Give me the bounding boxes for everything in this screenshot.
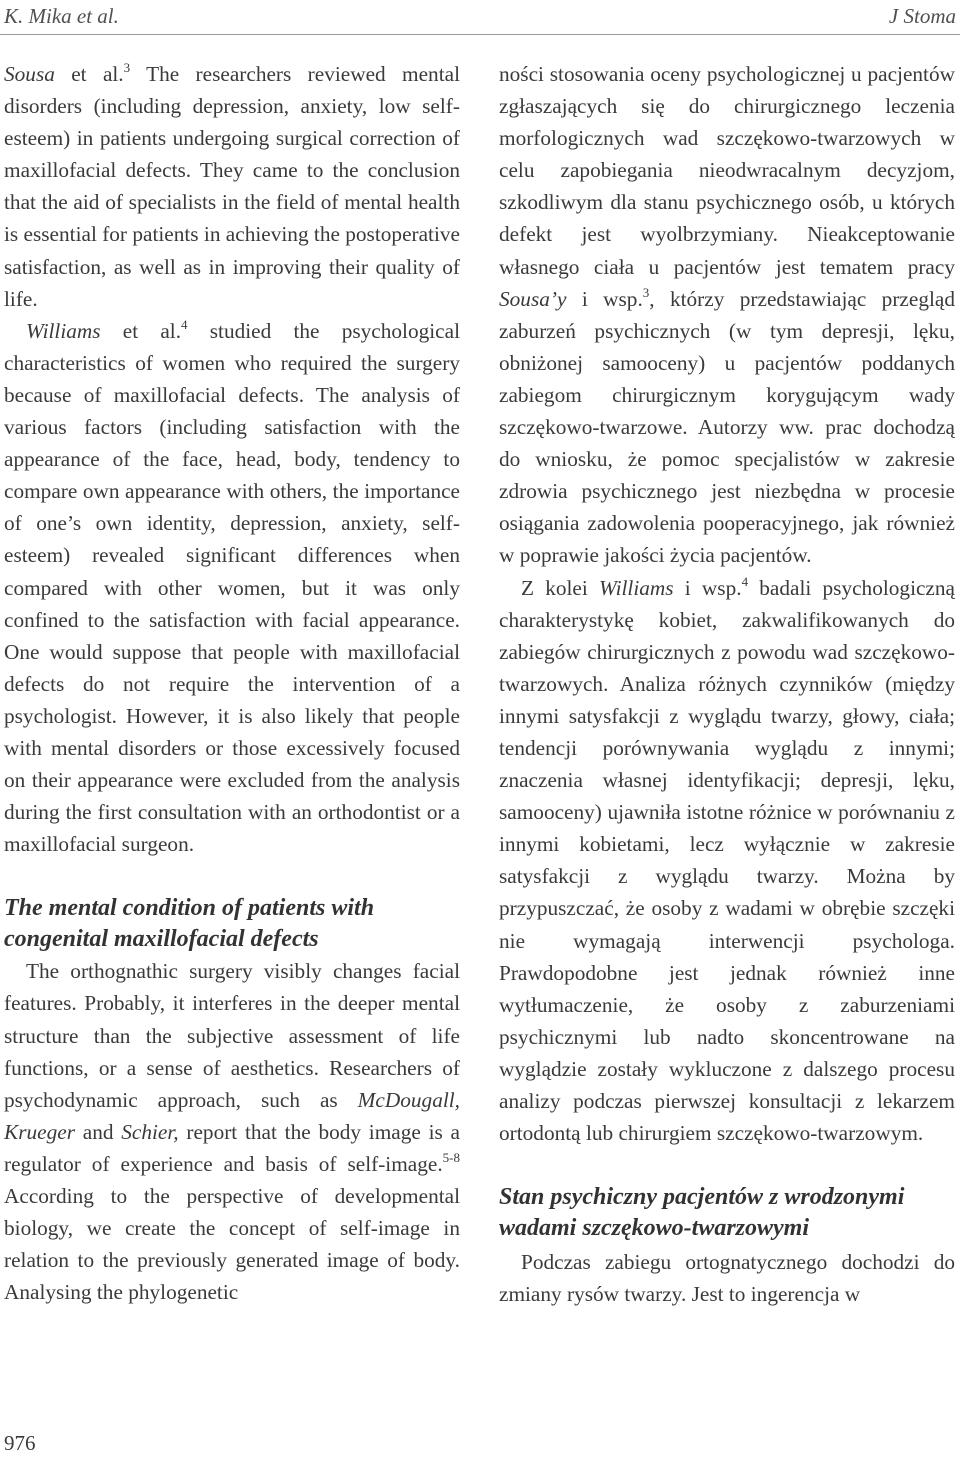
header-authors: K. Mika et al. [4,4,119,28]
text-span: badali psychologiczną charakterystykę kobiet, zakwalifikowanych do zabiegów chirurgicznych z powodu wad szczękowo-twarzowych. Analiza różnych czynników (między innymi satysfakcji z wyglądu twarzy, głowy, ciała; tendencji porównywania wyglądu z innymi; znaczenia własnej identyfikacji; depresji, lęku, samooceny) ujawniła istotne różnice w porównaniu z innymi kobietami, lecz wyłącznie w zakresie satysfakcji z wyglądu twarzy. Można by przypuszczać, że osoby z wadami w obrębie szczęki nie wymagają interwencji psychologa. Prawdopodobne jest jednak również inne wytłumaczenie, że osoby z zaburzeniami psychicznymi lub nadto skoncentrowane na wyglądzie zostały wykluczone z dalszego procesu analizy podczas pierwszej konsultacji z lekarzem ortodontą lub chirurgiem szczękowo-twarzowym. [499,575,955,1146]
citation-superscript: 3 [642,284,650,300]
section-heading: Stan psychiczny pacjentów z wrodzonymi wadami szczękowo-twarzowymi [499,1184,905,1241]
author-ref: Williams [599,575,674,600]
author-ref: Sousa [4,62,55,86]
right-paragraph-3 [499,1246,955,1310]
text-span: et al. [54,62,124,86]
text-span: , którzy przedstawiając przegląd zaburzeń psychicznych (w tym depresji, lęku, obniżonej samooceny) u pacjentów poddanych zabiegom chirurgicznym korygującym wady szczękowo-twarzowe. Autorzy ww. prac dochodzą do wniosku, że pomoc specjalistów w zakresie zdrowia psychicznego jest niezbędna w procesie osiągania zadowolenia pooperacyjnego, jak również w poprawie jakości życia pacjentów. [499,286,955,568]
text-span: ności stosowania oceny psychologicznej u pacjentów zgłaszających się do chirurgicznego leczenia morfologicznych wad szczękowo-twarzowych w celu zapobiegania nieodwracalnym decyzjom, szkodliwym dla stanu psychicznego osób, u których defekt jest wyolbrzymiany. Nieakceptowanie własnego ciała u pacjentów jest tematem pracy [499,62,955,279]
left-paragraph-3 [4,955,460,1308]
left-paragraph-2 [4,315,460,861]
text-span: studied the psychological characteristics of women who required the surgery because of maxillofacial defects. The analysis of various factors (including satisfaction with the appearance of the face, head, body, tendency to compare own appearance with others, the importance of one’s own identity, depression, anxiety, self-esteem) revealed significant differences when compared with other women, but it was only confined to the satisfaction with facial appearance. One would suppose that people with maxillofacial defects do not require the intervention of a psychologist. However, it is also likely that people with mental disorders or those excessively focused on their appearance were excluded from the analysis during the first consultation with an orthodontist or a maxillofacial surgeon. [4,318,460,857]
citation-superscript: 4 [181,316,188,332]
author-ref: Sousa’y [499,286,567,311]
text-span: Podczas zabiegu ortognatycznego dochodzi do zmiany rysów twarzy. Jest to ingerencja w [499,1250,955,1307]
page-number: 976 [4,1431,36,1455]
text-span: report that the body image is a regulator of experience and basis of self-image. [4,1119,460,1176]
author-ref: McDougall, Krueger [4,1087,460,1144]
left-column [4,58,460,1308]
author-ref: Schier, [121,1119,179,1144]
author-ref: Williams [26,318,101,343]
right-paragraph-2 [499,572,955,1150]
text-span: and [74,1119,122,1144]
text-span: The researchers reviewed mental disorders (including depression, anxiety, low self-esteem) in patients undergoing surgical correction of maxillofacial defects. They came to the conclusion that the aid of specialists in the field of mental health is essential for patients in achieving the postoperative satisfaction, as well as in improving their quality of life. [4,62,460,311]
text-span: et al. [100,318,182,343]
left-paragraph-1 [4,58,460,315]
section-heading: The mental condition of patients with congenital maxillofacial defects [4,895,375,952]
citation-superscript: 4 [741,573,749,589]
text-span: The orthognathic surgery visibly changes facial features. Probably, it interferes in the deeper mental structure than the subjective assessment of life functions, or a sense of aesthetics. Researchers of psychodynamic approach, such as [4,959,460,1112]
text-span: Z kolei [521,575,600,600]
header-journal: J Stoma [888,4,956,28]
right-paragraph-1 [499,58,955,572]
text-span: i wsp. [566,286,643,311]
text-span: According to the perspective of developmental biology, we create the concept of self-image in relation to the previously generated image of body. Analysing the phylogenetic [4,1184,460,1305]
right-column [499,58,955,1310]
citation-superscript: 5-8 [442,1149,460,1165]
running-header [0,0,960,35]
citation-superscript: 3 [123,60,131,75]
text-span: i wsp. [673,575,742,600]
